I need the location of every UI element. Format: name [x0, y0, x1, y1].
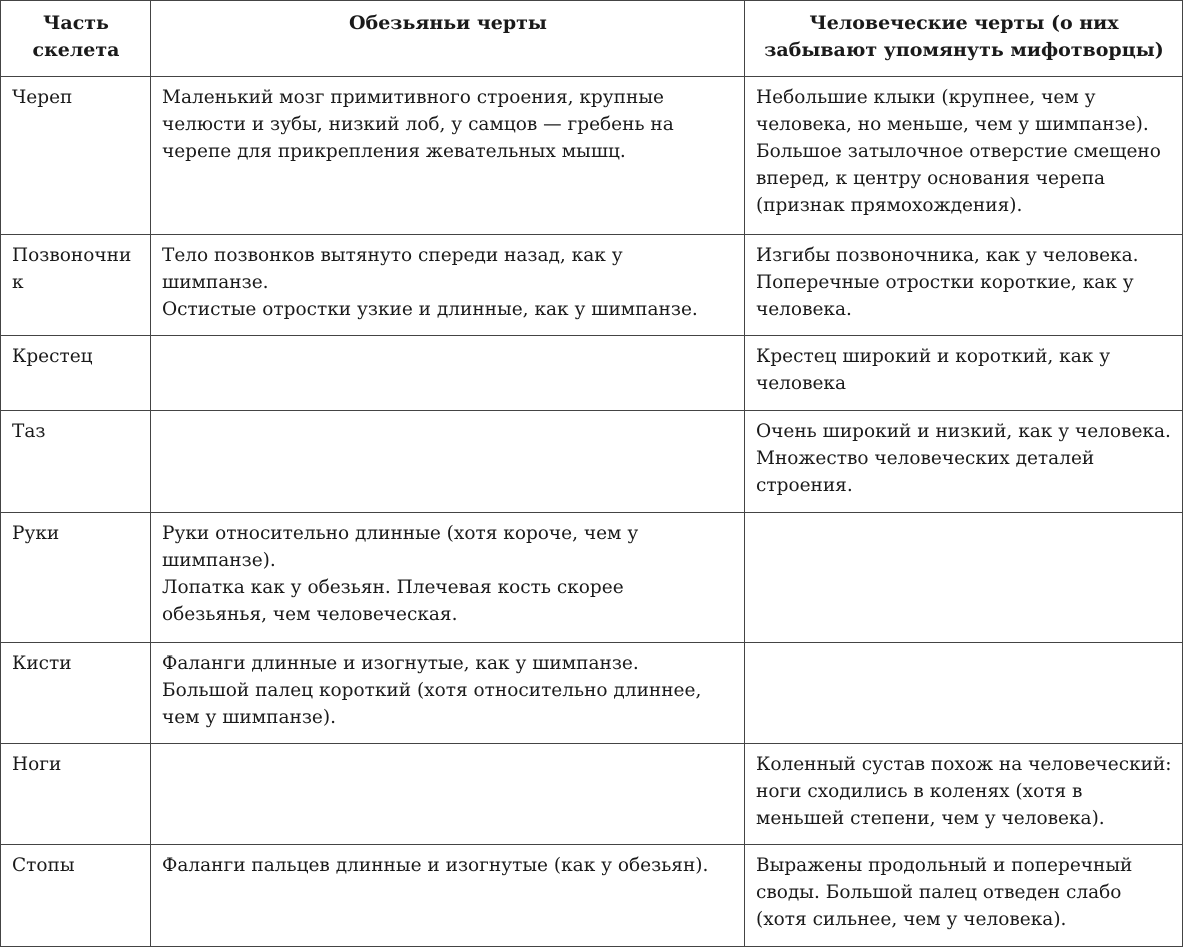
cell-ape-traits — [151, 235, 745, 336]
human-trait-line: Небольшие клыки (крупнее, чем у человека, но меньше, чем у шимпанзе). — [756, 87, 1149, 135]
cell-human-traits — [745, 411, 1183, 513]
human-trait-line: Поперечные отростки короткие, как у человека. — [756, 272, 1134, 320]
header-ape-traits: Обезьяньи черты — [151, 1, 745, 77]
table-row-sacrum — [1, 336, 1183, 411]
human-trait-line: Очень широкий и низкий, как у человека. — [756, 421, 1171, 442]
ape-trait-line: Остистые отростки узкие и длинные, как у шимпанзе. — [162, 299, 698, 320]
ape-trait-line: Лопатка как у обезьян. Плечевая кость скорее обезьянья, чем человеческая. — [162, 577, 624, 625]
human-trait-line: Множество человеческих деталей строения. — [756, 448, 1095, 496]
header-part: Часть скелета — [1, 1, 151, 77]
cell-human-traits — [745, 845, 1183, 947]
cell-ape-traits — [151, 336, 745, 411]
table-row-arms — [1, 513, 1183, 643]
human-trait-line: Крестец широкий и короткий, как у человека — [756, 346, 1111, 394]
cell-ape-traits — [151, 513, 745, 643]
human-trait-line: Изгибы позвоночника, как у человека. — [756, 245, 1139, 266]
table-row-hands — [1, 643, 1183, 744]
table-row-legs — [1, 744, 1183, 845]
cell-human-traits — [745, 235, 1183, 336]
ape-trait-line: Фаланги пальцев длинные и изогнутые (как у обезьян). — [162, 855, 709, 876]
cell-part: Стопы — [1, 845, 151, 947]
cell-ape-traits — [151, 643, 745, 744]
cell-part: Ноги — [1, 744, 151, 845]
cell-ape-traits — [151, 744, 745, 845]
table-row-spine — [1, 235, 1183, 336]
cell-part: Позвоночник — [1, 235, 151, 336]
cell-ape-traits — [151, 411, 745, 513]
ape-trait-line: Руки относительно длинные (хотя короче, чем у шимпанзе). — [162, 523, 639, 571]
cell-part: Руки — [1, 513, 151, 643]
human-trait-line: Выражены продольный и поперечный своды. Большой палец отведен слабо (хотя сильнее, чем у человека). — [756, 855, 1133, 930]
cell-human-traits — [745, 336, 1183, 411]
cell-part: Крестец — [1, 336, 151, 411]
table-row-feet — [1, 845, 1183, 947]
cell-human-traits — [745, 513, 1183, 643]
ape-trait-line: Фаланги длинные и изогнутые, как у шимпанзе. — [162, 653, 639, 674]
header-human-traits: Человеческие черты (о них забывают упомянуть мифотворцы) — [745, 1, 1183, 77]
cell-part: Кисти — [1, 643, 151, 744]
table-row-pelvis — [1, 411, 1183, 513]
cell-human-traits — [745, 643, 1183, 744]
human-trait-line: Коленный сустав похож на человеческий: ноги сходились в коленях (хотя в меньшей степени, чем у человека). — [756, 754, 1172, 829]
human-trait-line: Большое затылочное отверстие смещено вперед, к центру основания черепа (признак прямохождения). — [756, 141, 1161, 216]
header-row — [1, 1, 1183, 77]
ape-trait-line: Маленький мозг примитивного строения, крупные челюсти и зубы, низкий лоб, у самцов — гребень на черепе для прикрепления жевательных мышц. — [162, 87, 674, 162]
cell-human-traits — [745, 744, 1183, 845]
cell-human-traits — [745, 77, 1183, 235]
cell-part: Череп — [1, 77, 151, 235]
cell-part: Таз — [1, 411, 151, 513]
cell-ape-traits — [151, 845, 745, 947]
cell-ape-traits — [151, 77, 745, 235]
ape-trait-line: Большой палец короткий (хотя относительно длиннее, чем у шимпанзе). — [162, 680, 702, 728]
table-row-skull — [1, 77, 1183, 235]
ape-trait-line: Тело позвонков вытянуто спереди назад, как у шимпанзе. — [162, 245, 623, 293]
